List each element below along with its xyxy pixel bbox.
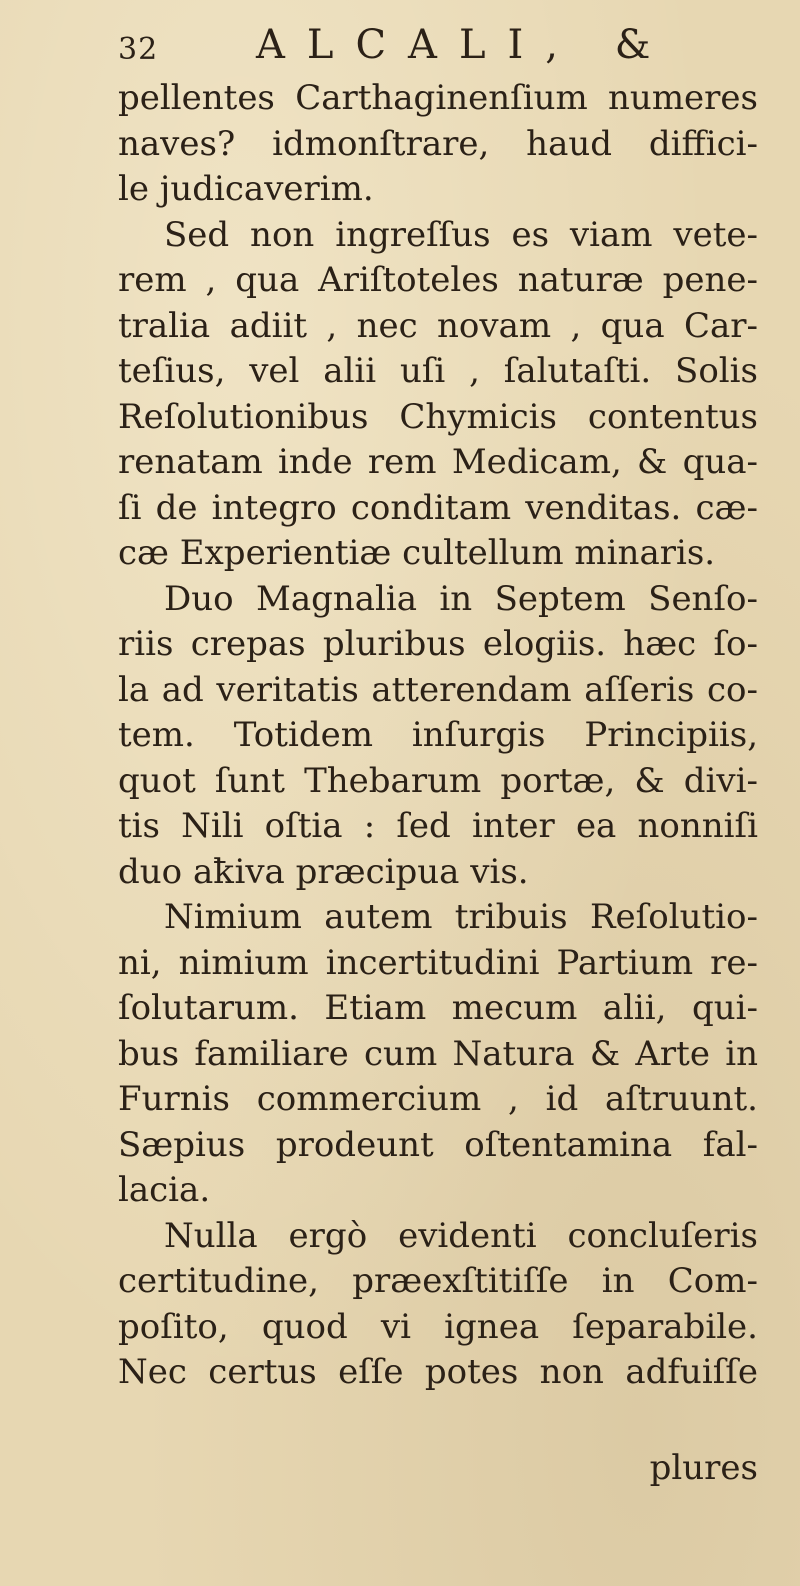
text-line: Nimium autem tribuis Reſolutio-	[164, 897, 758, 937]
page-number: 32	[118, 32, 159, 67]
text-line: tralia adiit , nec novam , qua Car-	[118, 305, 758, 346]
text-line: Sæpius prodeunt oſtentamina fal-	[118, 1124, 758, 1165]
text-line: lacia.	[118, 1170, 211, 1210]
text-line: riis crepas pluribus elogiis. hæc ſo-	[118, 624, 758, 664]
text-line: naves? idmonſtrare, haud diffici-	[118, 123, 758, 164]
text-line: bus familiare cum Natura & Arte in	[118, 1033, 758, 1074]
text-line: rem , qua Ariſtoteles naturæ pene-	[118, 260, 758, 300]
page-header	[118, 22, 758, 72]
body-text	[118, 76, 758, 1488]
text-line: renatam inde rem Medicam, & qua-	[118, 442, 758, 482]
text-line: ni, nimium incertitudini Partium re-	[118, 942, 758, 983]
text-line: Reſolutionibus Chymicis contentus	[118, 396, 758, 437]
text-line: quot ſunt Thebarum portæ, & divi-	[118, 760, 758, 801]
text-line: Duo Magnalia in Septem Senſo-	[164, 578, 758, 619]
text-line: le judicaverim.	[118, 169, 374, 209]
running-head: ALCALI, &	[256, 22, 673, 68]
text-line: cæ Experientiæ cultellum minaris.	[118, 533, 716, 573]
text-line: Nulla ergò evidenti concluſeris	[164, 1215, 758, 1256]
text-line: teſius, vel alii uſi , ſalutaſti. Solis	[118, 351, 758, 391]
text-line: certitudine, præexſtitiſſe in Com-	[118, 1261, 758, 1301]
text-line: pellentes Carthaginenſium numeres	[118, 78, 758, 118]
text-line: tem. Totidem inſurgis Principiis,	[118, 715, 758, 755]
text-line: tis Nili oſtia : ſed inter ea nonniſi	[118, 806, 758, 846]
text-line: ſolutarum. Etiam mecum alii, qui-	[118, 988, 758, 1028]
text-line: la ad veritatis atterendam aſſeris co-	[118, 669, 758, 710]
text-line: Furnis commercium , id aſtruunt.	[118, 1079, 758, 1119]
text-line: Sed non ingreſſus es viam vete-	[164, 214, 758, 255]
text-line: duo aꝁiva præcipua vis.	[118, 851, 529, 892]
text-line: Nec certus eſſe potes non adfuiſſe	[118, 1352, 758, 1392]
text-line: ſi de integro conditam venditas. cæ-	[118, 487, 758, 528]
text-line: poſito, quod vi ignea ſeparabile.	[118, 1306, 758, 1347]
catchword: plures	[649, 1448, 758, 1488]
